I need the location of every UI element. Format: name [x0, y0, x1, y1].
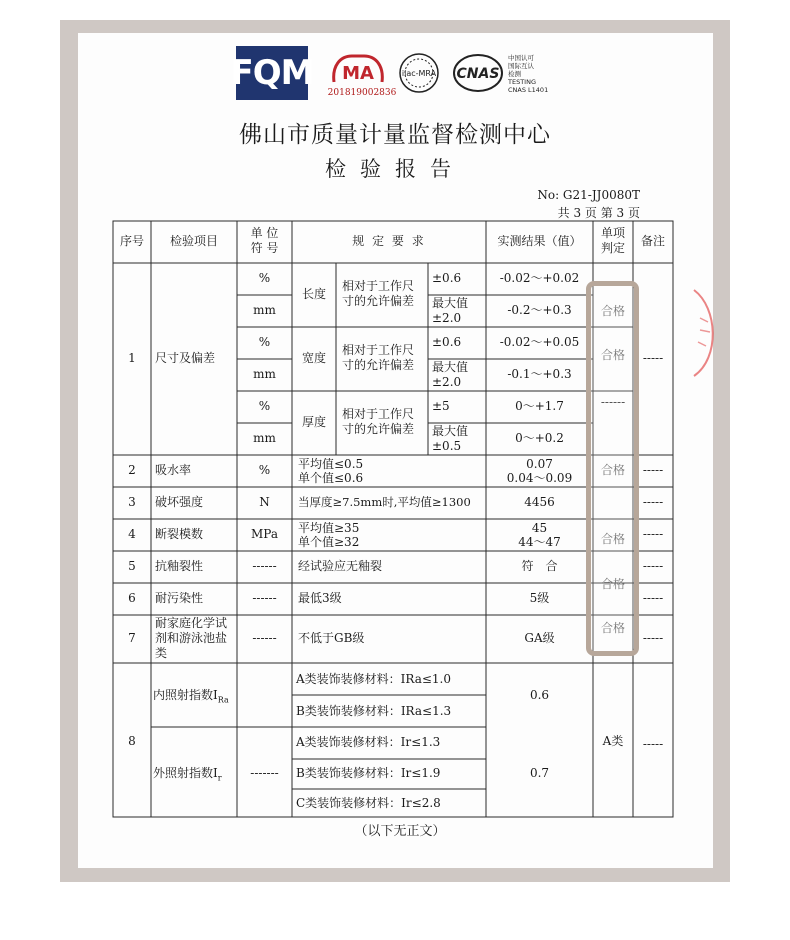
row1-sub4-result: -0.1～+0.3: [507, 367, 572, 381]
row7-requirement: 不低于GB级: [298, 631, 365, 645]
row1-sub3-tol: ±0.6: [432, 335, 462, 349]
row1-sub6-result: 0～+0.2: [515, 431, 564, 445]
row2-remark: -----: [642, 463, 664, 477]
row2-judge: 合格: [600, 463, 625, 477]
svg-text:MA: MA: [342, 63, 374, 84]
row1-thickness-label: 厚度: [301, 415, 326, 429]
row1-sub3-unit: %: [258, 335, 271, 349]
organization-title: 佛山市质量计量监督检测中心: [239, 122, 551, 148]
row5-remark: -----: [642, 559, 664, 573]
row8-req-1: A类装饰装修材料：IRa≤1.0: [296, 672, 452, 686]
row7-item: 耐家庭化学试 剂和游泳池盐 类: [155, 616, 228, 660]
row1-sub5-tol: ±5: [432, 399, 450, 413]
row3-remark: -----: [642, 495, 664, 509]
judgement-highlight-box: [586, 281, 639, 656]
row3-requirement: 当厚度≥7.5mm时,平均值≥1300: [298, 495, 471, 509]
row3-result: 4456: [524, 495, 555, 509]
row1-sub1-unit: %: [258, 271, 271, 285]
row1-sub2-tol: 最大值 ±2.0: [432, 296, 469, 325]
row4-requirement: 平均值≥35 单个值≥32: [298, 521, 360, 549]
row5-no: 5: [128, 559, 136, 573]
cnas-accreditation-text: 中国认可 国际互认 检测 TESTING CNAS L1401: [508, 54, 549, 94]
row1-sub6-tol: 最大值 ±0.5: [432, 424, 469, 453]
row1-sub4-tol: 最大值 ±2.0: [432, 360, 469, 389]
row5-requirement: 经试验应无釉裂: [298, 559, 383, 573]
row2-item: 吸水率: [155, 463, 192, 477]
red-seal-icon: [692, 288, 722, 378]
fqm-logo: FQM: [236, 46, 308, 100]
header-remark: 备注: [640, 234, 665, 248]
row4-result: 45 44～47: [518, 521, 561, 549]
header-result: 实测结果（值）: [497, 234, 582, 248]
report-title: 检验报告: [325, 157, 465, 181]
report-number: No: G21-JJ0080T: [537, 188, 640, 202]
row8-req-2: B类装饰装修材料：IRa≤1.3: [296, 704, 452, 718]
row1-width-label: 宽度: [301, 351, 326, 365]
row2-no: 2: [128, 463, 136, 477]
row3-unit: N: [259, 495, 270, 509]
row1-sub2-result: -0.2～+0.3: [507, 303, 572, 317]
row1-thickness-desc: 相对于工作尺 寸的允许偏差: [342, 407, 415, 436]
end-of-report-note: （以下无正文）: [354, 824, 446, 839]
row7-judge: 合格: [600, 621, 625, 635]
row8-req-5: C类装饰装修材料：Ir≤2.8: [296, 796, 441, 810]
row2-requirement: 平均值≤0.5 单个值≤0.6: [298, 457, 364, 485]
row7-remark: -----: [642, 631, 664, 645]
row4-remark: -----: [642, 527, 664, 541]
row1-width-judge: 合格: [600, 348, 625, 362]
row7-result: GA级: [524, 631, 555, 645]
row1-sub6-unit: mm: [253, 431, 276, 445]
row7-unit: ------: [252, 631, 277, 645]
row6-requirement: 最低3级: [298, 591, 342, 605]
row1-sub5-unit: %: [258, 399, 271, 413]
row1-thickness-judge: ------: [600, 395, 626, 409]
row4-unit: MPa: [251, 527, 278, 541]
row1-width-desc: 相对于工作尺 寸的允许偏差: [342, 343, 415, 372]
row5-item: 抗釉裂性: [155, 559, 204, 573]
row8-inner-result: 0.6: [529, 688, 550, 702]
row4-no: 4: [128, 527, 136, 541]
row1-sub2-unit: mm: [253, 303, 276, 317]
row1-length-judge: 合格: [600, 304, 625, 318]
row8-remark: -----: [642, 737, 664, 751]
row6-item: 耐污染性: [155, 591, 204, 605]
row1-sub5-result: 0～+1.7: [515, 399, 564, 413]
header-unit: 单 位 符 号: [250, 226, 279, 255]
row6-remark: -----: [642, 591, 664, 605]
row4-judge: 合格: [600, 532, 625, 546]
row8-judge: A类: [602, 734, 624, 748]
row1-remark: -----: [642, 351, 664, 365]
row2-unit: %: [258, 463, 271, 477]
row1-sub1-result: -0.02～+0.02: [499, 271, 580, 285]
row8-req-4: B类装饰装修材料：Ir≤1.9: [296, 766, 441, 780]
row1-no: 1: [128, 351, 136, 365]
row3-item: 破坏强度: [155, 495, 204, 509]
ma-number: 201819002836: [327, 88, 397, 98]
header-item: 检验项目: [169, 234, 218, 248]
header-no: 序号: [119, 234, 144, 248]
row4-item: 断裂模数: [155, 527, 204, 541]
row6-no: 6: [128, 591, 136, 605]
row8-outer-result: 0.7: [529, 766, 550, 780]
svg-text:CNAS: CNAS: [456, 66, 500, 82]
row8-outer-item: 外照射指数$I_r$: [153, 766, 222, 783]
page-info: 共 3 页 第 3 页: [557, 206, 640, 220]
svg-text:ilac-MRA: ilac-MRA: [401, 69, 437, 78]
row1-length-desc: 相对于工作尺 寸的允许偏差: [342, 279, 415, 308]
row8-req-3: A类装饰装修材料：Ir≤1.3: [296, 735, 441, 749]
header-judgement: 单项 判定: [600, 226, 625, 255]
row8-no: 8: [128, 734, 136, 748]
header-requirement: 规 定 要 求: [352, 234, 426, 248]
row3-no: 3: [128, 495, 136, 509]
row7-no: 7: [128, 631, 136, 645]
row6-unit: ------: [252, 591, 277, 605]
row5-unit: ------: [252, 559, 277, 573]
row1-item: 尺寸及偏差: [155, 351, 216, 365]
row6-result: 5级: [529, 591, 550, 605]
row1-sub3-result: -0.02～+0.05: [499, 335, 580, 349]
row2-result: 0.07 0.04～0.09: [506, 457, 573, 485]
row1-length-label: 长度: [301, 287, 326, 301]
row1-sub4-unit: mm: [253, 367, 276, 381]
row8-outer-unit: -------: [250, 766, 279, 780]
row5-judge: 合格: [600, 577, 625, 591]
row1-sub1-tol: ±0.6: [432, 271, 462, 285]
row5-result: 符 合: [521, 559, 558, 573]
row8-inner-item: 内照射指数$I_{Ra}$: [153, 688, 229, 705]
